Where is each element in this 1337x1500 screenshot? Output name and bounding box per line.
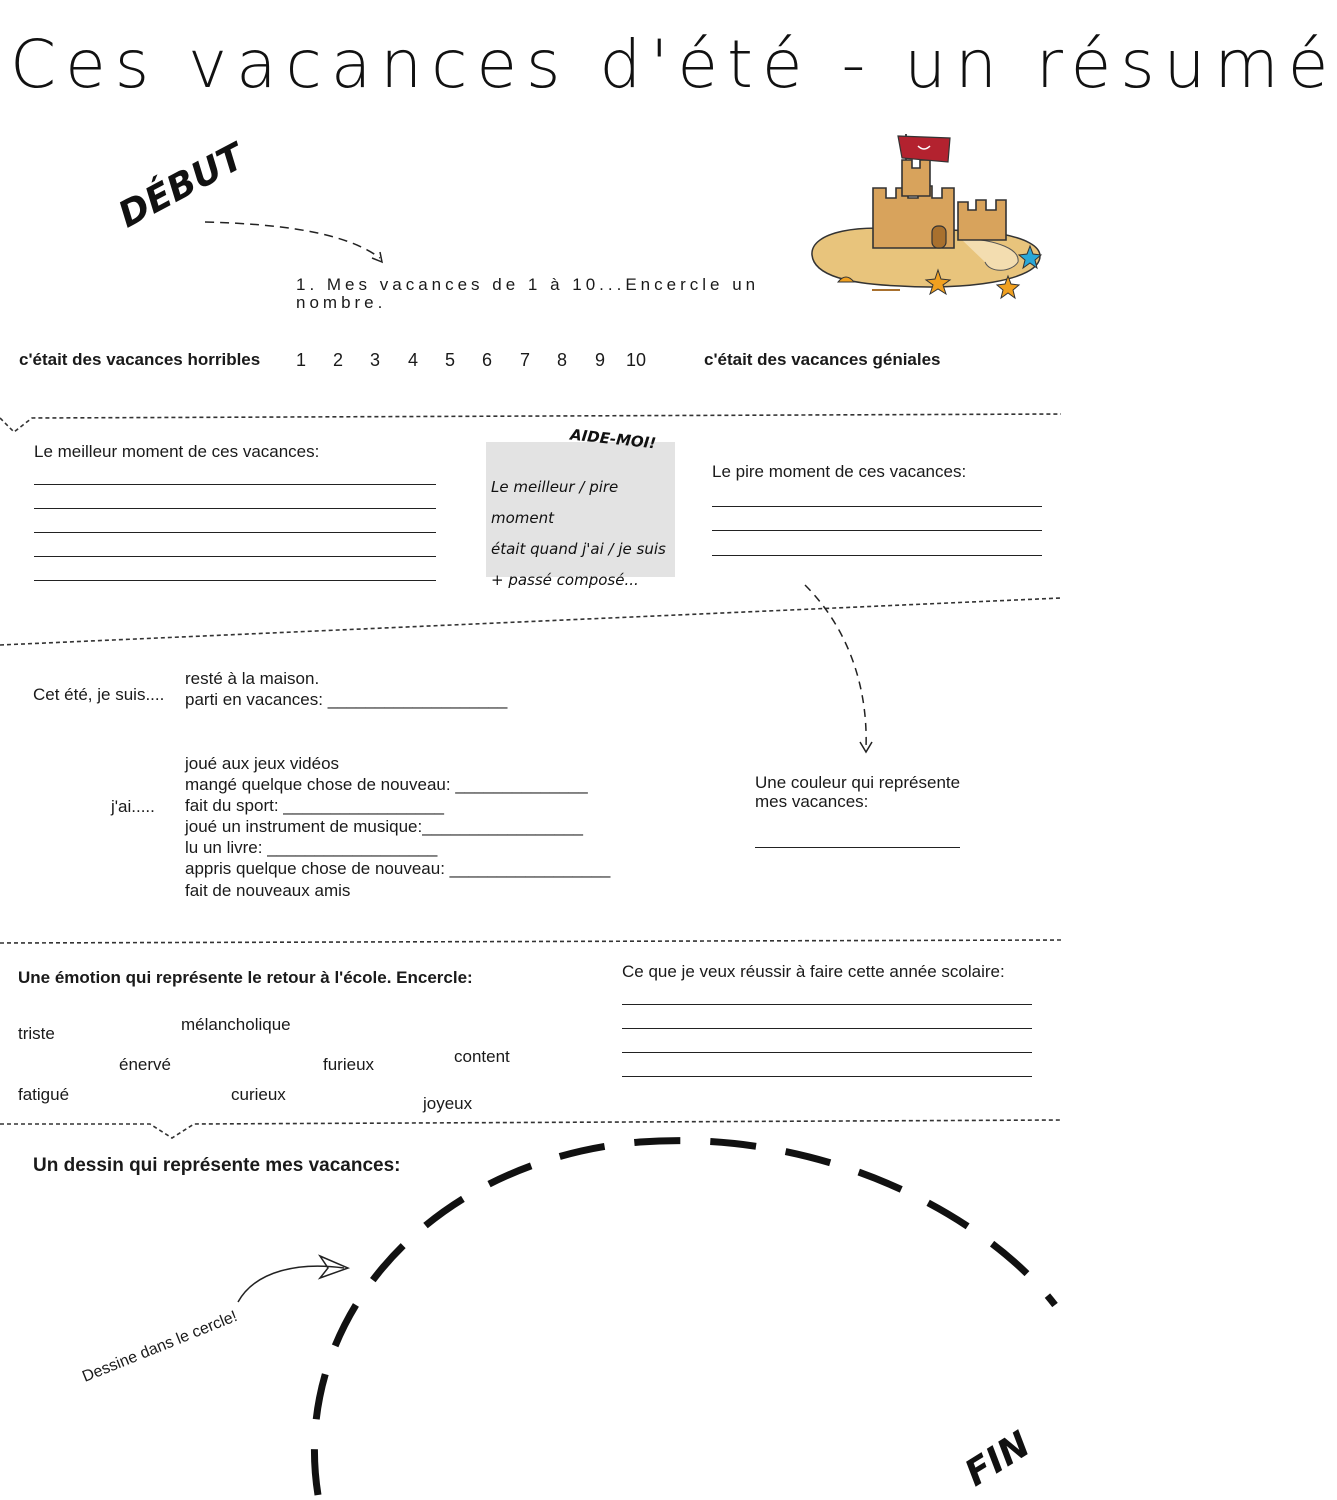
- scale-number[interactable]: 9: [595, 350, 606, 370]
- fin-label: FIN: [958, 1423, 1038, 1495]
- help-line: Le meilleur / pire moment: [491, 478, 619, 527]
- activity-item[interactable]: appris quelque chose de nouveau: _________________: [185, 859, 611, 878]
- divider-1: [0, 414, 1061, 432]
- help-line: + passé composé...: [491, 571, 639, 589]
- worst-moment-line[interactable]: [712, 530, 1042, 531]
- scale-number[interactable]: 7: [520, 350, 531, 370]
- activity-item[interactable]: joué aux jeux vidéos: [185, 754, 340, 773]
- goal-line[interactable]: [622, 1028, 1032, 1029]
- color-answer-line[interactable]: [755, 847, 960, 848]
- scale-number[interactable]: 2: [333, 350, 344, 370]
- scale-number[interactable]: 1: [296, 350, 307, 370]
- debut-arrow: [205, 222, 380, 258]
- activities-intro: j'ai.....: [111, 797, 155, 816]
- summer-intro: Cet été, je suis....: [33, 685, 165, 704]
- color-label-line: Une couleur qui représente: [755, 773, 961, 792]
- emotion-option[interactable]: mélancholique: [181, 1015, 291, 1034]
- question-1: 1. Mes vacances de 1 à 10...Encercle un nombre.: [296, 275, 760, 312]
- drawing-area[interactable]: [330, 1170, 1030, 1490]
- divider-4: [0, 1120, 1061, 1138]
- worst-moment-line[interactable]: [712, 506, 1042, 507]
- divider-3: [0, 940, 1061, 943]
- scale-left-label: c'était des vacances horribles: [19, 350, 261, 369]
- emotion-option[interactable]: fatigué: [18, 1085, 70, 1104]
- goal-line[interactable]: [622, 1004, 1032, 1005]
- worst-moment-label: Le pire moment de ces vacances:: [712, 462, 967, 481]
- scale-number[interactable]: 3: [370, 350, 381, 370]
- emotion-option[interactable]: joyeux: [423, 1094, 473, 1113]
- worst-moment-line[interactable]: [712, 555, 1042, 556]
- hint-arrow: [238, 1266, 344, 1302]
- scale-number[interactable]: 8: [557, 350, 568, 370]
- activity-item[interactable]: fait du sport: _________________: [185, 796, 445, 815]
- activity-item[interactable]: mangé quelque chose de nouveau: ______________: [185, 775, 588, 794]
- scale-right-label: c'était des vacances géniales: [704, 350, 941, 369]
- scale-number[interactable]: 6: [482, 350, 493, 370]
- best-moment-line[interactable]: [34, 556, 436, 557]
- emotion-option[interactable]: content: [454, 1047, 510, 1066]
- summer-option[interactable]: resté à la maison.: [185, 669, 320, 688]
- goal-line[interactable]: [622, 1052, 1032, 1053]
- activity-item[interactable]: lu un livre: __________________: [185, 838, 438, 857]
- help-title: AIDE-MOI!: [569, 425, 657, 453]
- help-text: [491, 472, 673, 596]
- sandcastle-icon: [812, 134, 1041, 298]
- emotion-label: Une émotion qui représente le retour à l'école. Encercle:: [18, 968, 473, 987]
- scale-number[interactable]: 10: [626, 350, 647, 370]
- help-line: était quand j'ai / je suis: [491, 540, 666, 558]
- draw-hint: Dessine dans le cercle!: [80, 1308, 240, 1386]
- goal-line[interactable]: [622, 1076, 1032, 1077]
- activity-item[interactable]: fait de nouveaux amis: [185, 881, 351, 900]
- best-moment-line[interactable]: [34, 580, 436, 581]
- emotion-option[interactable]: triste: [18, 1024, 55, 1043]
- color-label: [755, 773, 960, 811]
- debut-label: DÉBUT: [112, 136, 252, 237]
- scale-number[interactable]: 5: [445, 350, 456, 370]
- summer-option[interactable]: parti en vacances: ___________________: [185, 690, 508, 709]
- best-moment-label: Le meilleur moment de ces vacances:: [34, 442, 320, 461]
- goal-label: Ce que je veux réussir à faire cette année scolaire:: [622, 962, 1005, 981]
- page-title: Ces vacances d'été - un résumé: [10, 26, 1337, 103]
- drawing-label: Un dessin qui représente mes vacances:: [33, 1155, 401, 1176]
- activity-item[interactable]: joué un instrument de musique:_________________: [185, 817, 583, 836]
- divider-2: [0, 598, 1061, 645]
- best-moment-line[interactable]: [34, 532, 436, 533]
- emotion-option[interactable]: furieux: [323, 1055, 375, 1074]
- best-moment-line[interactable]: [34, 508, 436, 509]
- best-moment-line[interactable]: [34, 484, 436, 485]
- emotion-option[interactable]: énervé: [119, 1055, 171, 1074]
- color-label-line: mes vacances:: [755, 792, 869, 811]
- scale-number[interactable]: 4: [408, 350, 419, 370]
- emotion-option[interactable]: curieux: [231, 1085, 286, 1104]
